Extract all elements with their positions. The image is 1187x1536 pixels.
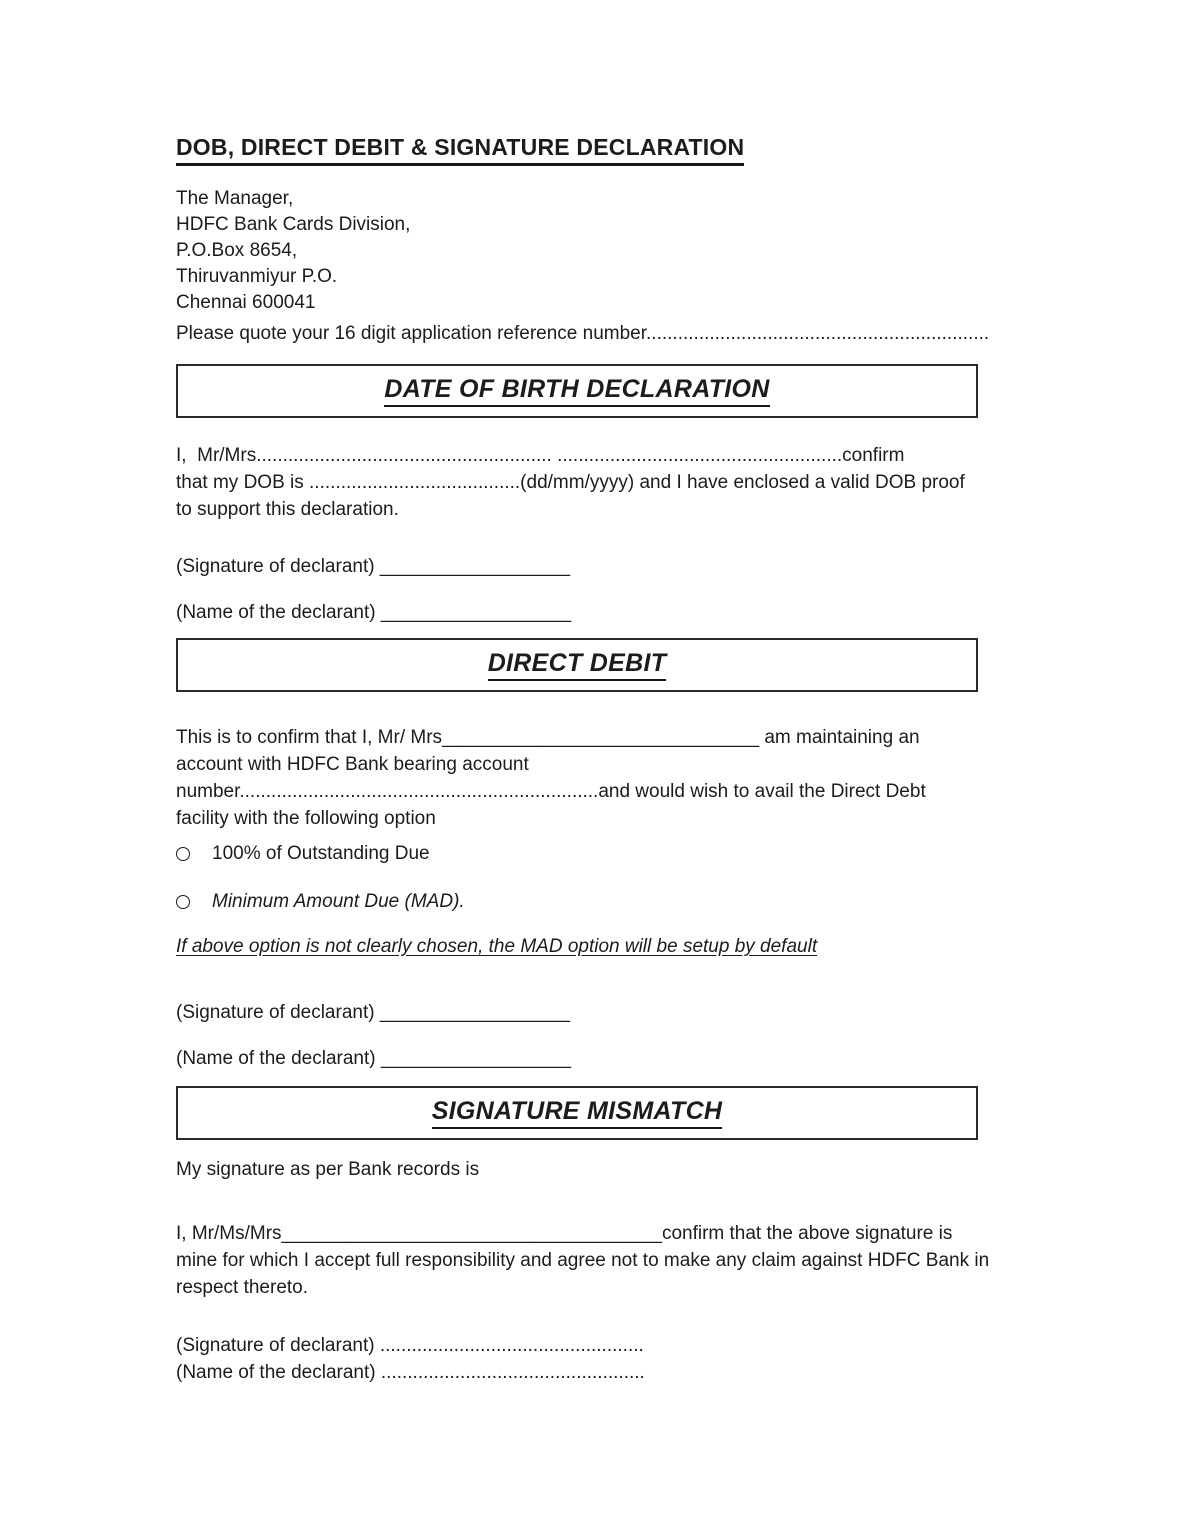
paragraph-line: mine for which I accept full responsibility and agree not to make any claim against HDFC Bank in: [176, 1250, 990, 1271]
mad-default-note: If above option is not clearly chosen, the MAD option will be setup by default: [176, 936, 818, 957]
bank-records-line: My signature as per Bank records is: [176, 1159, 480, 1180]
name-label: (Name of the declarant): [176, 1362, 376, 1383]
option-100-percent-outstanding: [176, 843, 1016, 865]
dob-section-heading: DATE OF BIRTH DECLARATION: [384, 375, 769, 407]
direct-debit-section-heading-box: [176, 638, 978, 692]
signature-label: (Signature of declarant): [176, 1002, 375, 1023]
signature-blank-line: __________________: [379, 1002, 571, 1023]
recipient-address-block: [176, 186, 1016, 316]
direct-debit-paragraph: [176, 724, 1016, 832]
option-label: 100% of Outstanding Due: [212, 843, 430, 864]
paragraph-line: I, Mr/Mrs........................................................ ......................................................confirm: [176, 445, 905, 466]
dob-section-heading-box: [176, 364, 978, 418]
direct-debit-signature-row: [176, 1002, 1016, 1024]
address-line: Chennai 600041: [176, 292, 316, 313]
final-name-row: [176, 1362, 1016, 1384]
name-dotted-line: ..................................................: [380, 1362, 645, 1383]
name-blank-line: __________________: [380, 602, 572, 623]
radio-circle-icon: [176, 847, 190, 861]
paragraph-line: I, Mr/Ms/Mrs____________________________________confirm that the above signature is: [176, 1223, 953, 1244]
signature-mismatch-section-heading: SIGNATURE MISMATCH: [432, 1097, 723, 1129]
paragraph-line: number....................................................................and would wish to avail the Direct Debt: [176, 781, 926, 802]
option-label: Minimum Amount Due (MAD).: [212, 891, 465, 912]
name-blank-line: __________________: [380, 1048, 572, 1069]
document-header: [176, 134, 1016, 166]
dob-name-row: [176, 602, 1016, 624]
radio-circle-icon: [176, 895, 190, 909]
paragraph-line: that my DOB is ........................................(dd/mm/yyyy) and I have enclosed a valid DOB proof: [176, 472, 965, 493]
signature-dotted-line: ..................................................: [379, 1335, 644, 1356]
paragraph-line: account with HDFC Bank bearing account: [176, 754, 529, 775]
address-line: The Manager,: [176, 188, 294, 209]
signature-label: (Signature of declarant): [176, 1335, 375, 1356]
paragraph-line: respect thereto.: [176, 1277, 309, 1298]
dob-signature-row: [176, 556, 1016, 578]
direct-debit-name-row: [176, 1048, 1016, 1070]
paragraph-line: This is to confirm that I, Mr/ Mrs______________________________ am maintaining an: [176, 727, 920, 748]
paragraph-line: facility with the following option: [176, 808, 436, 829]
signature-blank-line: __________________: [379, 556, 571, 577]
final-signature-row: [176, 1335, 1016, 1357]
address-line: HDFC Bank Cards Division,: [176, 214, 411, 235]
paragraph-line: to support this declaration.: [176, 499, 399, 520]
reference-number-line: Please quote your 16 digit application reference number.................................................................: [176, 323, 990, 344]
page-title: DOB, DIRECT DEBIT & SIGNATURE DECLARATION: [176, 134, 744, 166]
option-minimum-amount-due: [176, 891, 1016, 913]
signature-mismatch-paragraph: [176, 1220, 1016, 1301]
address-line: Thiruvanmiyur P.O.: [176, 266, 338, 287]
name-label: (Name of the declarant): [176, 602, 376, 623]
name-label: (Name of the declarant): [176, 1048, 376, 1069]
direct-debit-section-heading: DIRECT DEBIT: [488, 649, 667, 681]
signature-mismatch-section-heading-box: [176, 1086, 978, 1140]
address-line: P.O.Box 8654,: [176, 240, 298, 261]
dob-declaration-paragraph: [176, 442, 1016, 523]
signature-label: (Signature of declarant): [176, 556, 375, 577]
